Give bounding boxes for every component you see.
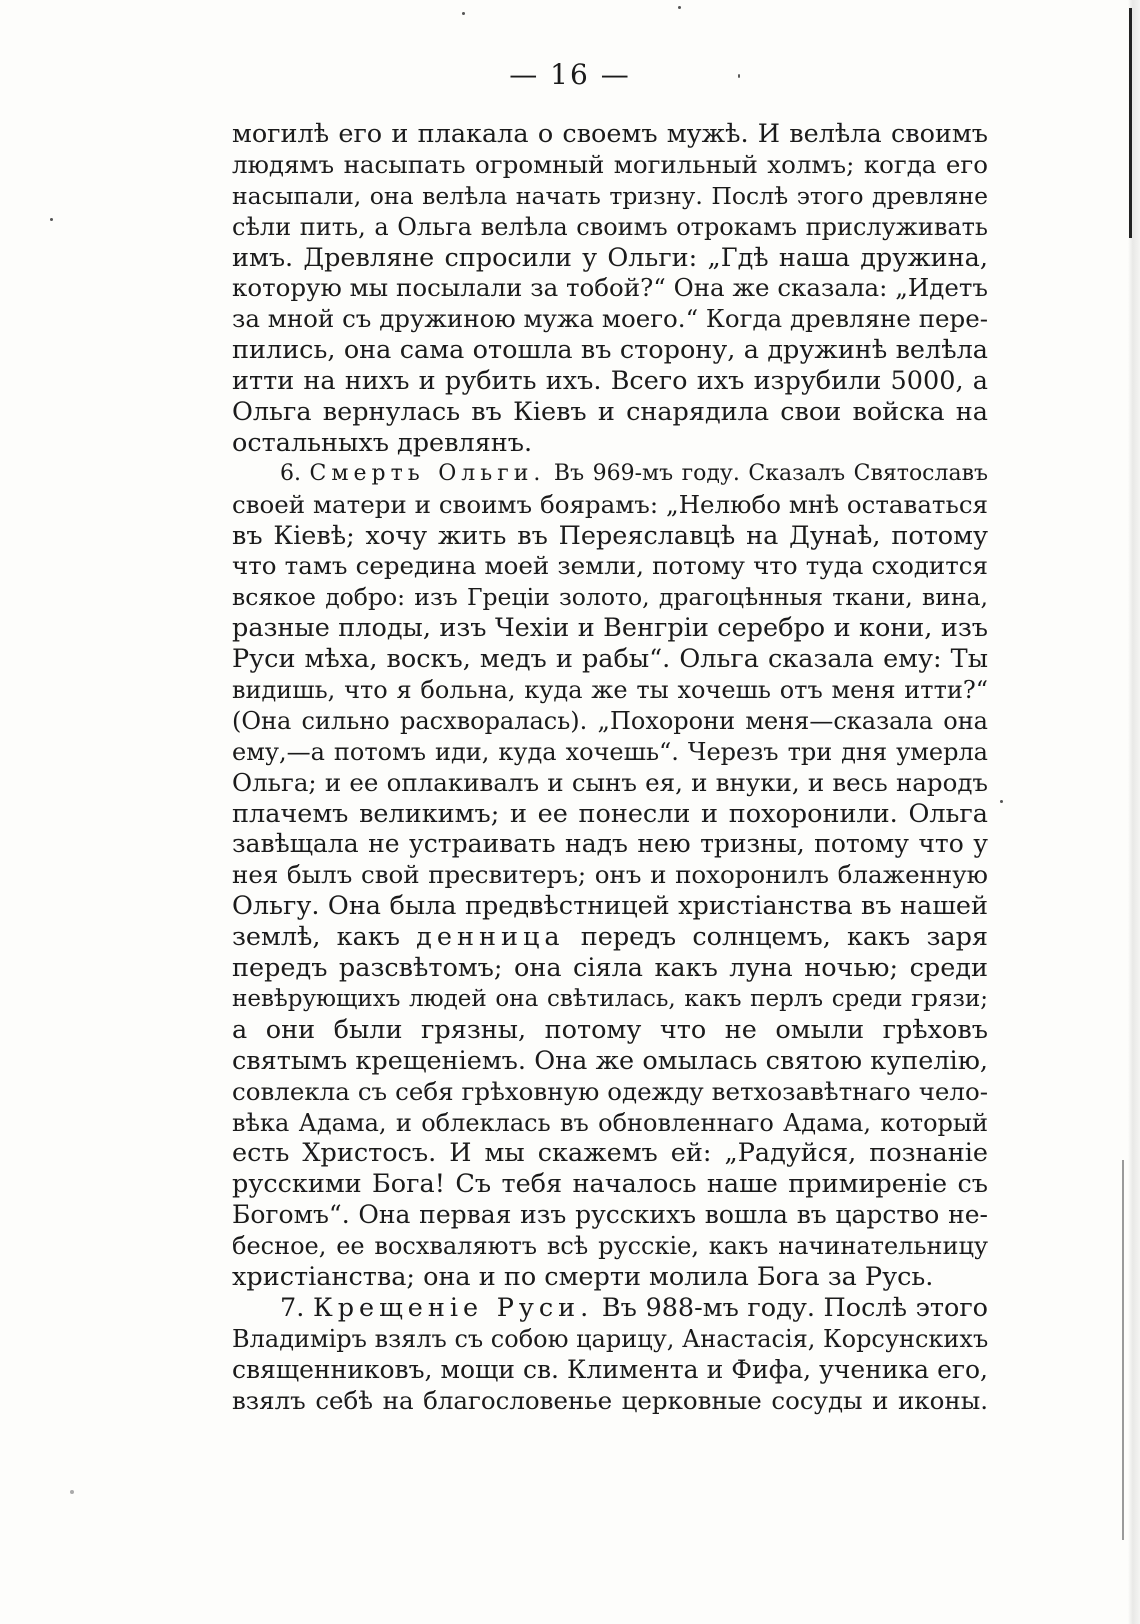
text-line: Ольга; и ее оплакивалъ и сынъ ея, и внуки, и весь народъ [232,767,988,797]
scan-speck [462,12,465,15]
section-number: 6. [280,460,301,486]
text-line: ему,—а потомъ иди, куда хочешь“. Черезъ три дня умерла [232,737,988,766]
text-line: Руси мѣха, воскъ, медъ и рабы“. Ольга сказала ему: Ты [232,644,988,675]
scan-speck [70,1490,74,1494]
text-line: вѣка Адама, и облеклась въ обновленнаго Адама, который [232,1108,988,1137]
scan-speck [50,218,53,221]
text-line: за мной съ дружиною мужа моего.“ Когда древляне пере- [232,304,988,334]
text-line: въ Кіевѣ; хочу жить въ Переяславцѣ на Дунаѣ, потому [232,520,988,551]
section-heading-6 [232,459,988,490]
text-line: Ольгу. Она была предвѣстницей христіанства въ нашей [232,891,988,922]
text-line: имъ. Древляне спросили у Ольги: „Гдѣ наша дружина, [232,242,988,273]
text-line: всякое добро: изъ Греціи золото, драгоцѣнныя ткани, вина, [232,583,988,612]
page-number: — 16 — [509,58,631,91]
text-line: русскими Бога! Съ тебя началось наше примиреніе съ [232,1169,988,1200]
section-heading-7 [232,1293,988,1324]
text-line: (Она сильно расхворалась). „Похорони меня—сказала она [232,706,988,735]
text-line: могилѣ его и плакала о своемъ мужѣ. И велѣла своимъ [232,119,988,149]
text-line: Владиміръ взялъ съ собою царицу, Анастасія, Корсунскихъ [232,1324,989,1353]
text-line: людямъ насыпать огромный могильный холмъ; когда его [232,149,988,179]
text-line: невѣрующихъ людей она свѣтилась, какъ перлъ среди грязи; [232,985,988,1012]
section-title: Смерть Ольги. [309,460,546,486]
text-line: передъ разсвѣтомъ; она сіяла какъ луна ночью; среди [232,953,988,984]
text-line: Богомъ“. Она первая изъ русскихъ вошла въ царство не- [232,1200,988,1230]
text-line: христіанства; она и по смерти молила Бога за Русь. [232,1261,934,1292]
text-line-denica [232,922,988,953]
section-first-line: Въ 969-мъ году. Сказалъ Святославъ [553,460,988,486]
text-line: священниковъ, мощи св. Климента и Фифа, ученика его, [232,1354,988,1384]
scan-speck [678,6,681,9]
text-line: которую мы посылали за тобой?“ Она же сказала: „Идетъ [232,273,988,303]
text-line: бесное, ее восхваляютъ всѣ русскіе, какъ начинательницу [232,1232,988,1261]
text-line: святымъ крещеніемъ. Она же омылась святою купелію, [232,1045,988,1076]
scan-speck [1000,800,1003,803]
text-line: а они были грязны, потому что не омыли грѣховъ [232,1014,988,1045]
text-line: сѣли пить, а Ольга велѣла своимъ отрокамъ прислуживать [232,212,988,241]
spaced-word: денница [416,922,565,953]
text-line: пились, она сама отошла въ сторону, а дружинѣ велѣла [232,335,988,366]
text-line: взялъ себѣ на благословенье церковные сосуды и иконы. [232,1385,988,1415]
text-line: насыпали, она велѣла начать тризну. Послѣ этого древляне [232,181,988,210]
scan-edge-line [1129,8,1132,238]
text-line: разные плоды, изъ Чехіи и Венгріи серебро и кони, изъ [232,613,988,644]
text-line: нея былъ свой пресвитеръ; онъ и похоронилъ блаженную [232,860,988,890]
text-line: остальныхъ древлянъ. [232,427,533,458]
text-line: плачемъ великимъ; и ее понесли и похоронили. Ольга [232,798,988,829]
scan-edge-line-lower [1122,1160,1124,1540]
text-line: Ольга вернулась въ Кіевъ и снарядила свои войска на [232,397,988,428]
section-title: Крещеніе Руси. [312,1292,594,1323]
body-text [232,119,988,1416]
text-fragment: землѣ, какъ [232,922,400,953]
page-edge-shadow [1128,0,1140,1624]
text-line: итти на нихъ и рубить ихъ. Всего ихъ изрубили 5000, а [232,366,988,397]
text-line: есть Христосъ. И мы скажемъ ей: „Радуйся, познаніе [232,1138,988,1169]
text-line: совлекла съ себя грѣховную одежду ветхозавѣтнаго чело- [232,1076,988,1106]
section-first-line: Въ 988-мъ году. Послѣ этого [601,1292,989,1323]
section-number: 7. [280,1292,305,1323]
text-line: видишь, что я больна, куда же ты хочешь отъ меня итти?“ [232,676,988,705]
text-line: завѣщала не устраивать надъ нею тризны, потому что у [232,829,988,859]
text-line: своей матери и своимъ боярамъ: „Нелюбо мнѣ оставаться [232,489,988,519]
text-line: что тамъ середина моей земли, потому что туда сходится [232,551,988,581]
text-fragment: передъ солнцемъ, какъ заря [580,922,988,953]
